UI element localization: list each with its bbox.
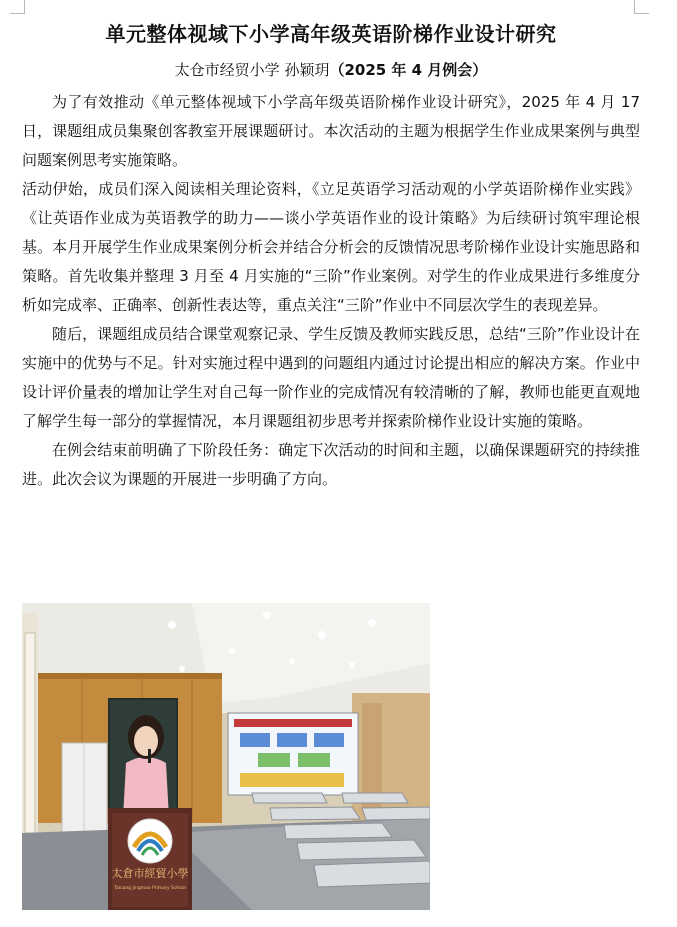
- paragraph-1: 为了有效推动《单元整体视域下小学高年级英语阶梯作业设计研究》，2025 年 4 月 17 日，课题组成员集聚创客教室开展课题研讨。本次活动的主题为根据学生作业成果案例与典型问题案例思考实施策略。: [22, 93, 640, 169]
- author-line: 太仓市经贸小学 孙颖玥: [174, 61, 330, 79]
- page-corner-mark-left: [10, 0, 25, 14]
- page-corner-mark-right: [634, 0, 649, 14]
- paragraph-2: 活动伊始，成员们深入阅读相关理论资料，《立足英语学习活动观的小学英语阶梯作业实践》《让英语作业成为英语教学的助力——谈小学英语作业的设计策略》为后续研讨筑牢理论根基。本月开展学生作业成果案例分析会并结合分析会的反馈情况思考阶梯作业设计实施思路和策略。首先收集并整理 3 月至 4 月实施的“三阶”作业案例。对学生的作业成果进行多维度分析如完成率、正确率、创新性表达等，重点关注“三阶”作业中不同层次学生的表现差异。: [22, 180, 640, 314]
- document-title: 单元整体视域下小学高年级英语阶梯作业设计研究: [105, 22, 557, 46]
- document-page: [22, 20, 640, 494]
- paragraph-3: 随后，课题组成员结合课堂观察记录、学生反馈及教师实践反思，总结“三阶”作业设计在实施中的优势与不足。针对实施过程中遇到的问题组内通过讨论提出相应的解决方案。作业中设计评价量表的增加让学生对自己每一阶作业的完成情况有较清晰的了解，教师也能更直观地了解学生每一部分的掌握情况，本月课题组初步思考并探索阶梯作业设计实施的策略。: [22, 325, 640, 430]
- document-body: [22, 88, 640, 494]
- meeting-photo: [22, 603, 430, 910]
- paragraph-4: 在例会结束前明确了下阶段任务：确定下次活动的时间和主题，以确保课题研究的持续推进。此次会议为课题的开展进一步明确了方向。: [22, 441, 640, 488]
- podium-school-subtitle: Taicang Jingmao Primary School: [114, 886, 186, 891]
- byline: [22, 58, 640, 82]
- meeting-date-note: （2025 年 4 月例会）: [329, 61, 488, 79]
- meeting-photo-illustration: [22, 603, 430, 910]
- podium-school-name: 太倉市經貿小學: [111, 867, 189, 880]
